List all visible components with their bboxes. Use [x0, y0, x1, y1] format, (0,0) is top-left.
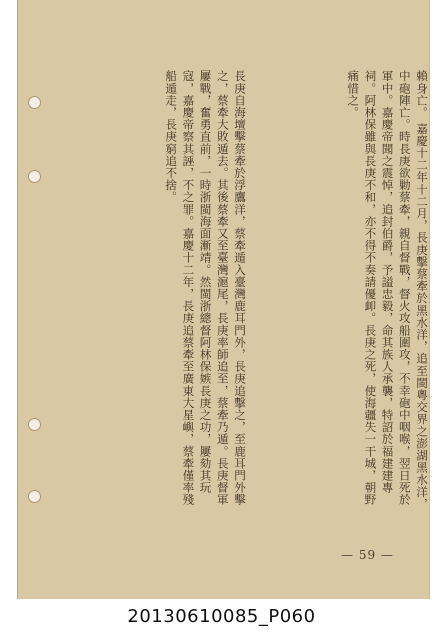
vertical-text-right-block: 賴身亡。 嘉慶十二年十二月，長庚擊蔡牽於黑水洋，追至閩粵交界之澎湖黑水洋，中砲陣亡。時長庚欲勦蔡牽，親自督戰，督火攻船圍攻，不幸砲中咽喉，翌日死於軍中。嘉慶帝聞之震悼，追封伯爵，予謚忠毅，命其族人承襲，特詔於福建建專祠。阿林保雖與長庚不和，亦不得不奏請優卹。長庚之死，使海疆失一干城，朝野痛惜之。: [346, 70, 429, 510]
document-page: [17, 0, 430, 599]
binding-hole: [28, 418, 41, 431]
page-number: — 59 —: [341, 548, 394, 562]
binding-hole: [28, 490, 41, 503]
binding-hole: [28, 96, 41, 109]
vertical-text-left-block: 長庚自海壇擊蔡牽於浮鷹洋，蔡牽遁入臺灣鹿耳門外，長庚追擊之，至鹿耳門外擊之，蔡牽大敗遁去。其後蔡牽又至臺灣滬尾，長庚率師追至，蔡牽乃遁。長庚督軍屢戰，奮勇直前，一時浙閩海面漸靖。然閩浙總督阿林保嫉長庚之功，屢劾其玩寇，嘉慶帝察其誣，不之罪。嘉慶十二年，長庚追蔡牽至廣東大星嶼，蔡牽僅率殘船遁走，長庚窮追不捨。: [164, 70, 247, 506]
image-caption: 20130610085_P060: [127, 606, 316, 627]
binding-hole: [28, 170, 41, 183]
